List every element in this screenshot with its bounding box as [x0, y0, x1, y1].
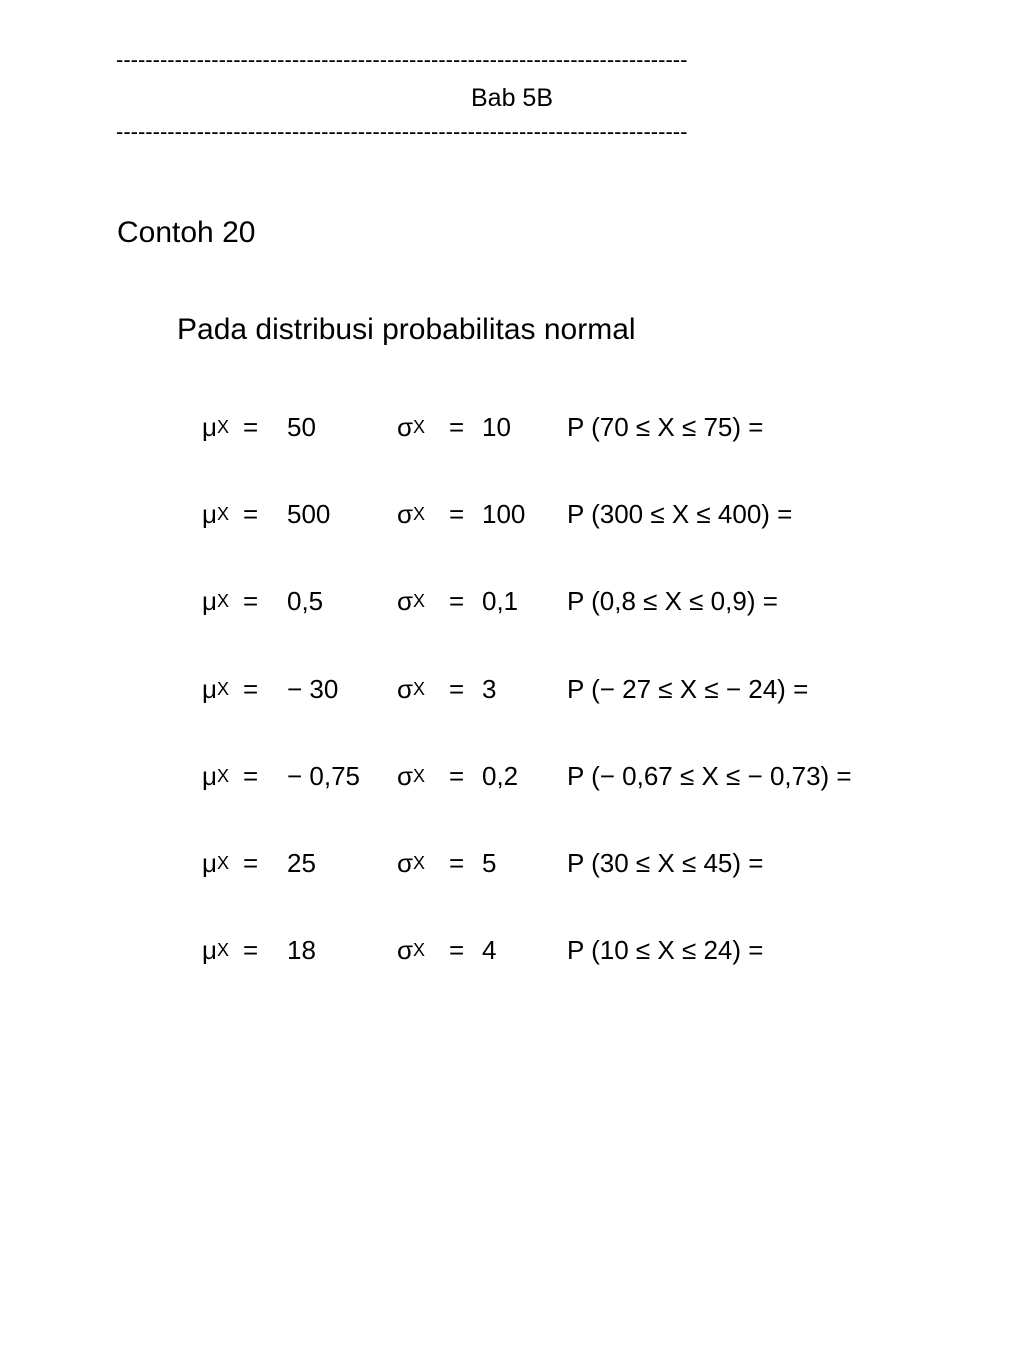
mean-equals: = — [243, 586, 259, 616]
problem-row — [0, 672, 1024, 712]
std-dev-equals: = — [449, 848, 465, 878]
std-dev-equals: = — [449, 935, 465, 965]
std-dev-subscript: X — [413, 679, 426, 699]
std-dev-symbol: σ X — [397, 499, 426, 529]
probability-expression: P (300 ≤ X ≤ 400) = — [567, 499, 793, 529]
mean-equals: = — [243, 674, 259, 704]
example-title: Contoh 20 — [117, 216, 256, 249]
header-rule-top: ------------------------------------------------------------------------------ — [116, 48, 688, 72]
mean-symbol: μ X — [202, 412, 229, 442]
probability-expression: P (− 27 ≤ X ≤ − 24) = — [567, 674, 809, 704]
std-dev-value: 3 — [482, 674, 497, 704]
std-dev-subscript: X — [413, 504, 426, 524]
mean-symbol: μ X — [202, 761, 229, 791]
std-dev-symbol: σ X — [397, 761, 426, 791]
mean-symbol: μ X — [202, 848, 229, 878]
mean-equals: = — [243, 761, 259, 791]
mean-subscript: X — [216, 417, 229, 437]
std-dev-equals: = — [449, 499, 465, 529]
std-dev-subscript: X — [413, 417, 426, 437]
std-dev-subscript: X — [413, 853, 426, 873]
mean-value: 500 — [287, 499, 331, 529]
mean-value: 25 — [287, 848, 316, 878]
page-header-title: Bab 5B — [470, 84, 553, 112]
std-dev-value: 4 — [482, 935, 497, 965]
mean-value: 0,5 — [287, 586, 324, 616]
problem-row — [0, 584, 1024, 624]
std-dev-symbol: σ X — [397, 586, 426, 616]
mean-subscript: X — [216, 766, 229, 786]
probability-expression: P (0,8 ≤ X ≤ 0,9) = — [567, 586, 778, 616]
mean-symbol: μ X — [202, 499, 229, 529]
mean-equals: = — [243, 935, 259, 965]
std-dev-equals: = — [449, 586, 465, 616]
std-dev-value: 10 — [482, 412, 511, 442]
mean-subscript: X — [216, 679, 229, 699]
probability-expression: P (10 ≤ X ≤ 24) = — [567, 935, 764, 965]
header-rule-bottom: ------------------------------------------------------------------------------ — [116, 120, 688, 144]
mean-value: 18 — [287, 935, 316, 965]
std-dev-value: 0,1 — [482, 586, 519, 616]
mean-symbol: μ X — [202, 935, 229, 965]
std-dev-value: 100 — [482, 499, 526, 529]
std-dev-value: 0,2 — [482, 761, 519, 791]
mean-symbol: μ X — [202, 674, 229, 704]
std-dev-equals: = — [449, 412, 465, 442]
mean-subscript: X — [216, 591, 229, 611]
std-dev-symbol: σ X — [397, 674, 426, 704]
std-dev-subscript: X — [413, 940, 426, 960]
mean-subscript: X — [216, 853, 229, 873]
mean-equals: = — [243, 848, 259, 878]
std-dev-symbol: σ X — [397, 848, 426, 878]
probability-expression: P (− 0,67 ≤ X ≤ − 0,73) = — [567, 761, 852, 791]
std-dev-subscript: X — [413, 766, 426, 786]
std-dev-value: 5 — [482, 848, 497, 878]
mean-equals: = — [243, 412, 259, 442]
mean-subscript: X — [216, 504, 229, 524]
problem-row — [0, 497, 1024, 537]
mean-subscript: X — [216, 940, 229, 960]
problem-row — [0, 846, 1024, 886]
mean-value: − 0,75 — [287, 761, 361, 791]
std-dev-symbol: σ X — [397, 412, 426, 442]
problem-row — [0, 933, 1024, 973]
example-intro: Pada distribusi probabilitas normal — [177, 313, 636, 346]
probability-expression: P (70 ≤ X ≤ 75) = — [567, 412, 764, 442]
problem-row — [0, 759, 1024, 799]
std-dev-equals: = — [449, 761, 465, 791]
std-dev-equals: = — [449, 674, 465, 704]
probability-expression: P (30 ≤ X ≤ 45) = — [567, 848, 764, 878]
std-dev-symbol: σ X — [397, 935, 426, 965]
mean-value: − 30 — [287, 674, 339, 704]
mean-symbol: μ X — [202, 586, 229, 616]
mean-value: 50 — [287, 412, 316, 442]
std-dev-subscript: X — [413, 591, 426, 611]
problem-row — [0, 410, 1024, 450]
mean-equals: = — [243, 499, 259, 529]
